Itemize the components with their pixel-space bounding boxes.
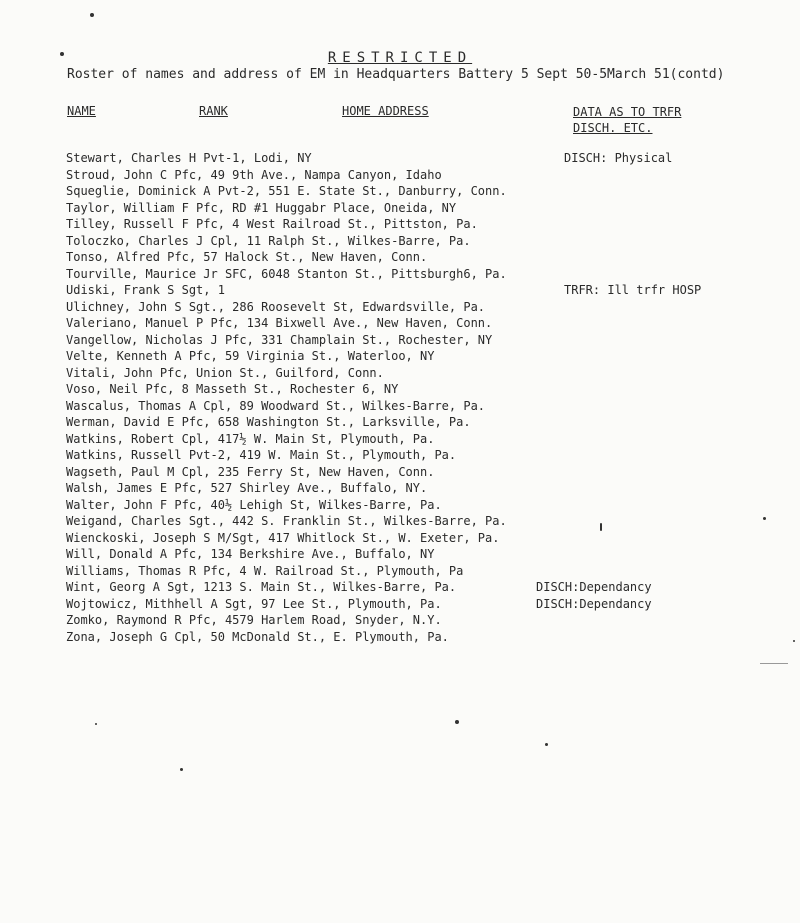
roster-row — [66, 382, 786, 399]
roster-row — [66, 613, 786, 630]
roster-entry: Voso, Neil Pfc, 8 Masseth St., Rochester 6, NY — [66, 382, 399, 396]
scan-speck — [600, 523, 602, 531]
scan-speck — [95, 723, 97, 725]
column-header-data-line1: DATA AS TO TRFR — [573, 105, 682, 119]
roster-remark: DISCH:Dependancy — [536, 596, 652, 611]
column-header-name: NAME — [67, 104, 96, 118]
roster-row — [66, 366, 786, 383]
roster-entry: Toloczko, Charles J Cpl, 11 Ralph St., Wilkes-Barre, Pa. — [66, 233, 471, 248]
roster-row — [66, 184, 786, 201]
roster-entry: Tilley, Russell F Pfc, 4 West Railroad St., Pittston, Pa. — [66, 217, 478, 231]
roster-row — [66, 432, 786, 449]
roster-entry: Wint, Georg A Sgt, 1213 S. Main St., Wilkes-Barre, Pa. — [66, 580, 457, 594]
roster-entry: Udiski, Frank S Sgt, 1 — [66, 283, 225, 297]
roster-entry: Tourville, Maurice Jr SFC, 6048 Stanton St., Pittsburgh6, Pa. — [66, 266, 507, 281]
roster-remark: TRFR: Ill trfr HOSP — [564, 283, 702, 297]
column-header-data-line2: DISCH. ETC. — [573, 121, 653, 135]
roster-entry: Vangellow, Nicholas J Pfc, 331 Champlain St., Rochester, NY — [66, 332, 493, 347]
roster-entry: Wienckoski, Joseph S M/Sgt, 417 Whitlock St., W. Exeter, Pa. — [66, 530, 500, 545]
scan-speck — [60, 52, 64, 56]
roster-row — [66, 531, 786, 548]
roster-entry: Werman, David E Pfc, 658 Washington St., Larksville, Pa. — [66, 415, 471, 429]
roster-entry: Watkins, Russell Pvt-2, 419 W. Main St., Plymouth, Pa. — [66, 448, 457, 462]
roster-row — [66, 250, 786, 267]
roster-row — [66, 465, 786, 482]
roster-row — [66, 267, 786, 284]
roster-entry: Wascalus, Thomas A Cpl, 89 Woodward St., Wilkes-Barre, Pa. — [66, 398, 486, 413]
scan-speck — [455, 720, 459, 724]
roster-row — [66, 415, 786, 432]
roster-remark: DISCH:Dependancy — [536, 580, 652, 594]
scan-speck — [545, 743, 548, 746]
roster-row — [66, 498, 786, 515]
roster-row — [66, 580, 786, 597]
roster-row — [66, 547, 786, 564]
roster-entry: Williams, Thomas R Pfc, 4 W. Railroad St., Plymouth, Pa — [66, 563, 464, 578]
roster-row — [66, 151, 786, 168]
roster-row — [66, 481, 786, 498]
document-title: Roster of names and address of EM in Headquarters Battery 5 Sept 50-5March 51(contd) — [67, 67, 725, 82]
roster-entry: Watkins, Robert Cpl, 417½ W. Main St, Plymouth, Pa. — [66, 431, 435, 446]
roster-row — [66, 349, 786, 366]
roster-row — [66, 168, 786, 185]
roster-row — [66, 300, 786, 317]
roster-row — [66, 316, 786, 333]
roster-remark: DISCH: Physical — [564, 151, 673, 165]
roster-row — [66, 564, 786, 581]
roster-row — [66, 630, 786, 647]
roster-entry: Wojtowicz, Mithhell A Sgt, 97 Lee St., Plymouth, Pa. — [66, 596, 442, 611]
roster-entry: Stewart, Charles H Pvt-1, Lodi, NY — [66, 151, 312, 165]
roster-entry: Ulichney, John S Sgt., 286 Roosevelt St, Edwardsville, Pa. — [66, 299, 486, 314]
roster-row — [66, 217, 786, 234]
column-header-address: HOME ADDRESS — [342, 104, 429, 118]
scan-speck — [90, 13, 94, 17]
roster-row — [66, 283, 786, 300]
roster-row — [66, 448, 786, 465]
roster-row — [66, 514, 786, 531]
roster-entry: Valeriano, Manuel P Pfc, 134 Bixwell Ave., New Haven, Conn. — [66, 316, 493, 330]
column-header-rank: RANK — [199, 104, 228, 118]
roster-entry: Walsh, James E Pfc, 527 Shirley Ave., Buffalo, NY. — [66, 481, 428, 495]
roster-entry: Walter, John F Pfc, 40½ Lehigh St, Wilkes-Barre, Pa. — [66, 497, 442, 512]
roster-entry: Wagseth, Paul M Cpl, 235 Ferry St, New Haven, Conn. — [66, 464, 435, 479]
column-header-data — [573, 104, 681, 136]
roster-entry: Taylor, William F Pfc, RD #1 Huggabr Place, Oneida, NY — [66, 200, 457, 215]
roster-row — [66, 597, 786, 614]
roster-entry: Will, Donald A Pfc, 134 Berkshire Ave., Buffalo, NY — [66, 547, 435, 561]
roster-entry: Velte, Kenneth A Pfc, 59 Virginia St., Waterloo, NY — [66, 349, 435, 363]
roster-row — [66, 333, 786, 350]
scan-speck — [180, 768, 183, 771]
roster-entry: Stroud, John C Pfc, 49 9th Ave., Nampa Canyon, Idaho — [66, 167, 442, 182]
scan-speck — [793, 640, 795, 642]
roster-list — [66, 151, 786, 646]
roster-entry: Squeglie, Dominick A Pvt-2, 551 E. State St., Danburry, Conn. — [66, 184, 507, 198]
roster-entry: Weigand, Charles Sgt., 442 S. Franklin St., Wilkes-Barre, Pa. — [66, 514, 507, 528]
roster-row — [66, 201, 786, 218]
roster-entry: Zomko, Raymond R Pfc, 4579 Harlem Road, Snyder, N.Y. — [66, 613, 442, 627]
classification-mark: RESTRICTED — [327, 50, 473, 66]
roster-row — [66, 399, 786, 416]
roster-entry: Vitali, John Pfc, Union St., Guilford, Conn. — [66, 365, 384, 380]
scan-speck — [763, 517, 766, 520]
roster-row — [66, 234, 786, 251]
scan-speck — [760, 663, 788, 664]
roster-entry: Zona, Joseph G Cpl, 50 McDonald St., E. Plymouth, Pa. — [66, 629, 449, 644]
roster-entry: Tonso, Alfred Pfc, 57 Halock St., New Haven, Conn. — [66, 250, 428, 264]
